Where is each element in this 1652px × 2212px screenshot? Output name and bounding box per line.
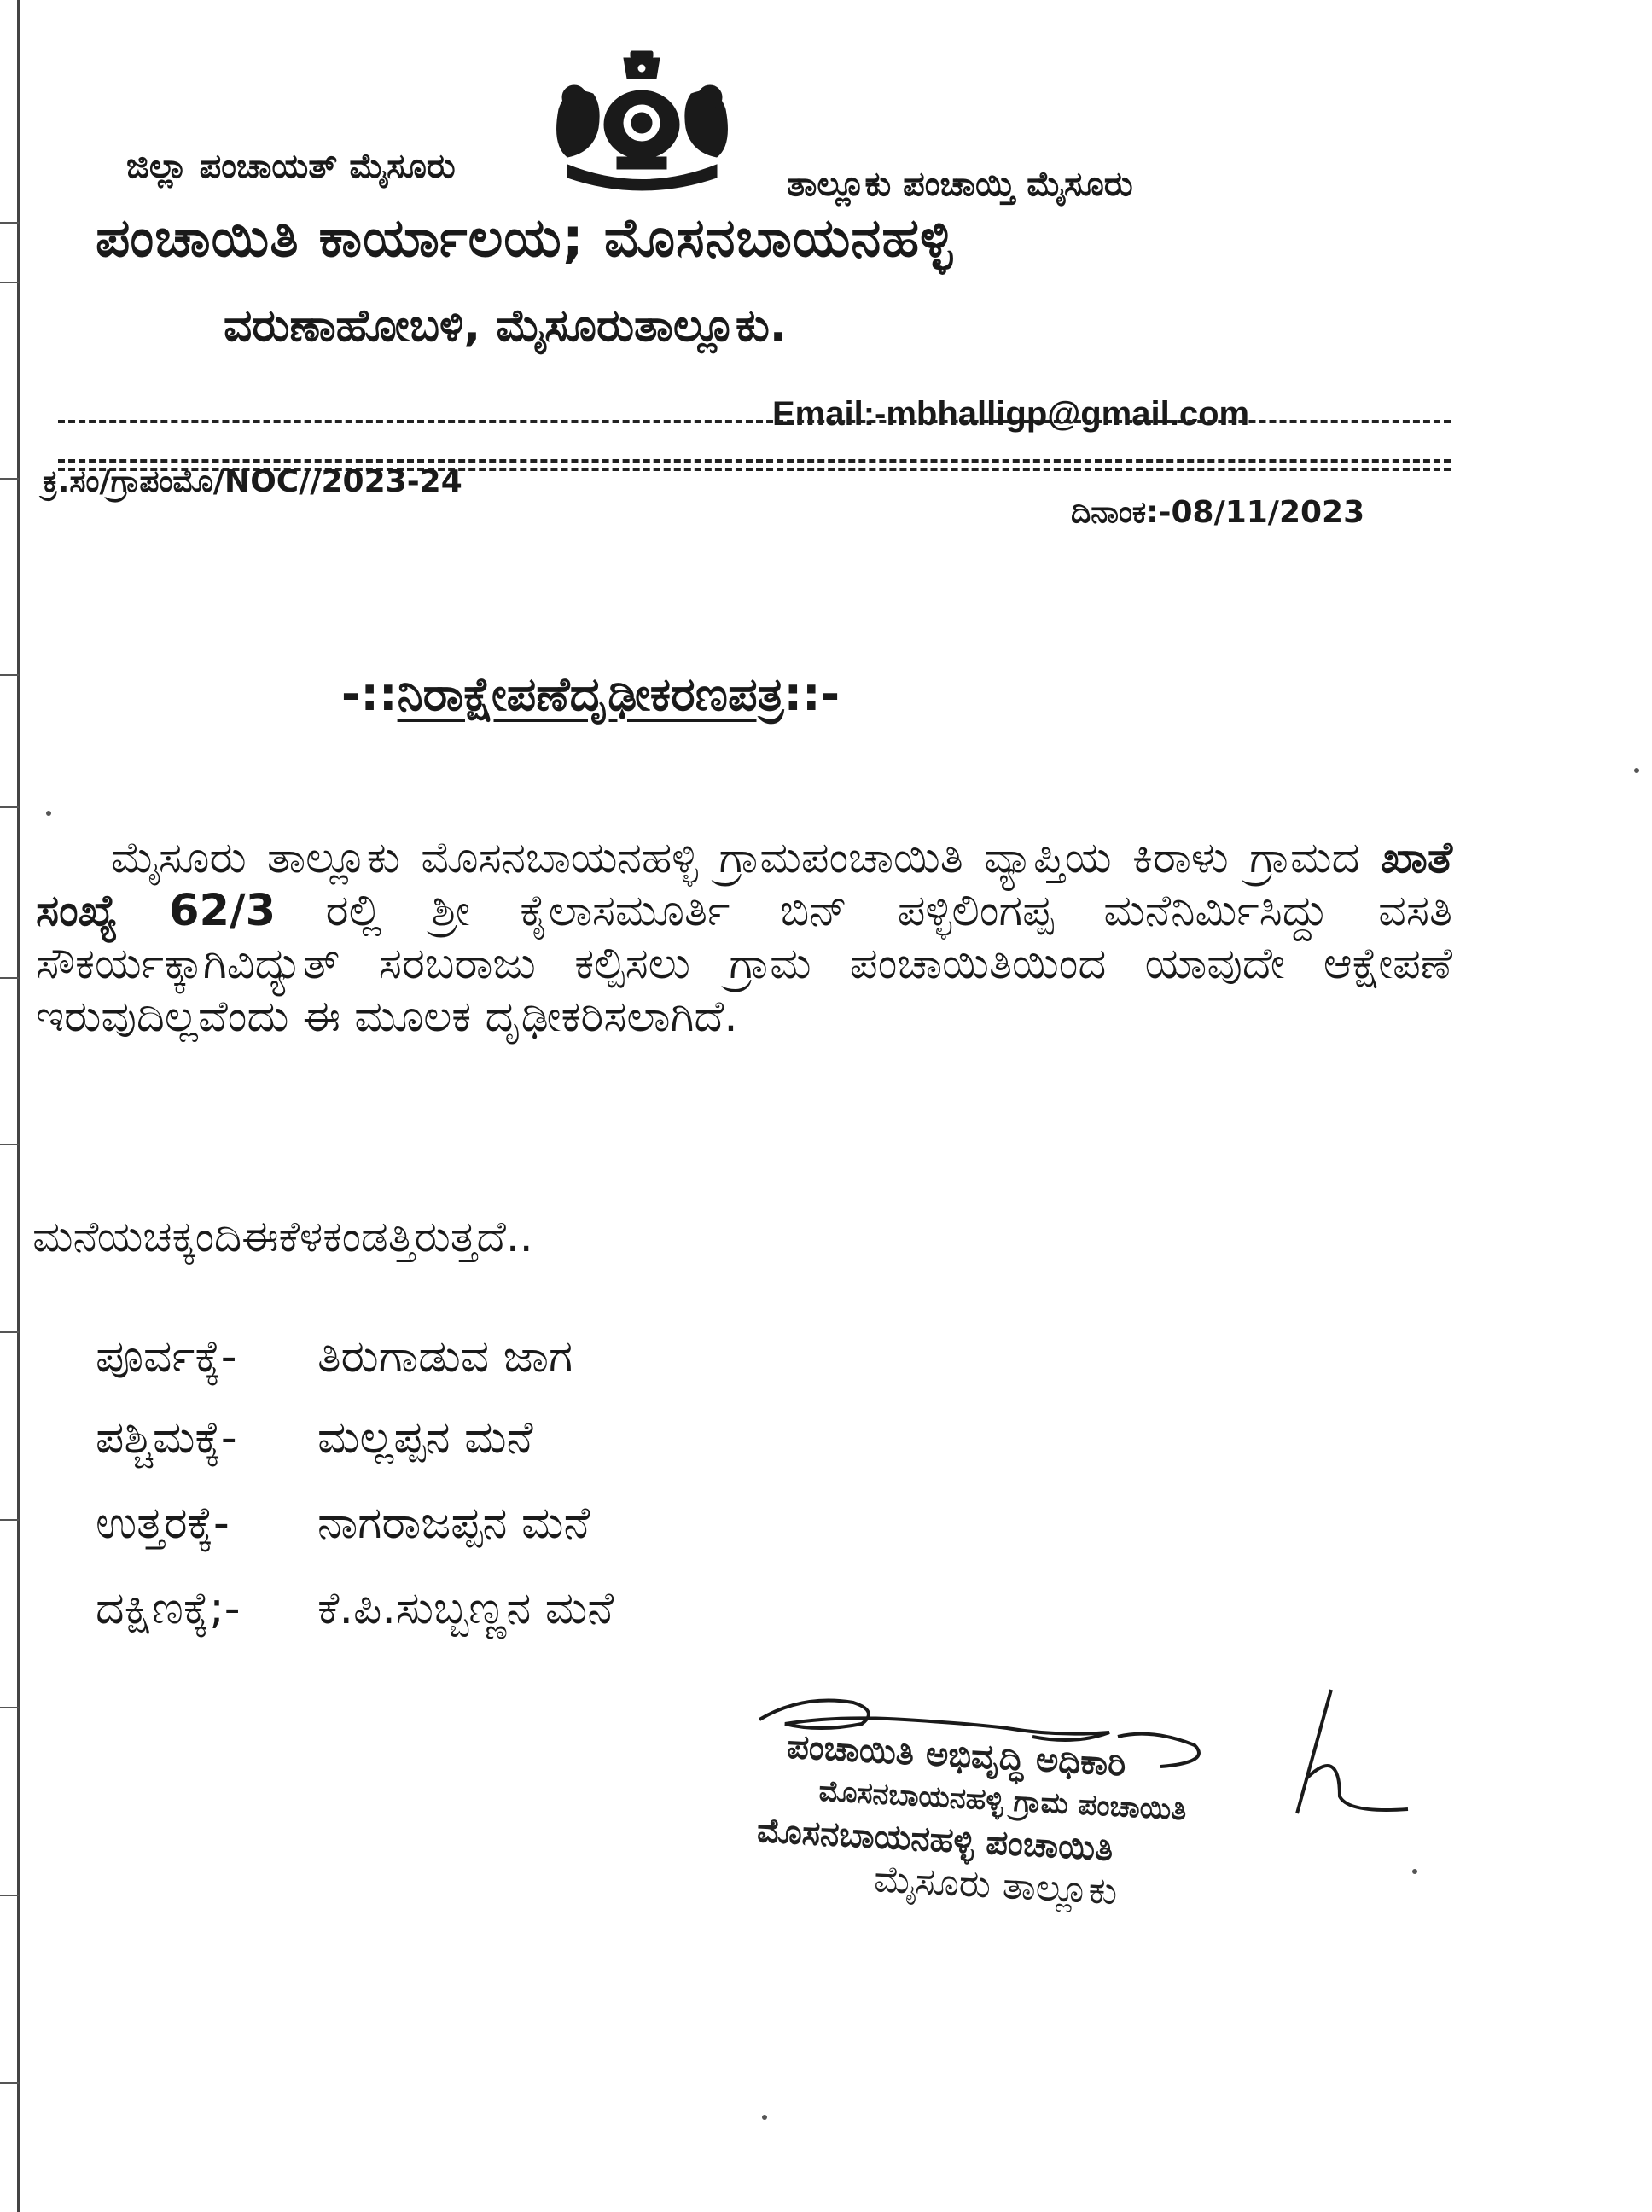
boundary-row-west xyxy=(96,1412,533,1464)
binding-tick xyxy=(0,1331,19,1333)
boundaries-intro: ಮನೆಯಚಕ್ಕಂದಿಈಕೆಳಕಂಡತ್ತಿರುತ್ತದೆ.. xyxy=(32,1212,533,1261)
scan-speck xyxy=(1412,1869,1417,1874)
officer-seal xyxy=(753,1724,1410,1929)
scan-speck xyxy=(1634,768,1639,773)
document-date: ದಿನಾಂಕ:-08/11/2023 xyxy=(1071,495,1365,530)
header-divider xyxy=(58,420,1451,423)
district-panchayat-label: ಜಿಲ್ಲಾ ಪಂಚಾಯತ್ ಮೈಸೂರು xyxy=(126,147,456,186)
body-text-part2: ರಲ್ಲಿ ಶ್ರೀ ಕೈಲಾಸಮೂರ್ತಿ ಬಿನ್ ಪಳ್ಳಿಲಿಂಗಪ್ಪ ಮನೆನಿರ್ಮಿಸಿದ್ದು ವಸತಿ ಸೌಕರ್ಯಕ್ಕಾಗಿವಿದ್ಯುತ್ ಸರಬರಾಜು ಕಲ್ಪಿಸಲು ಗ್ರಾಮ ಪಂಚಾಯಿತಿಯಿಂದ ಯಾವುದೇ ಆಕ್ಷೇಪಣೆ ಇರುವುದಿಲ್ಲವೆಂದು ಈ ಮೂಲಕ ದೃಢೀಕರಿಸಲಾಗಿದೆ. xyxy=(36,886,1452,1042)
body-text-part1: ಮೈಸೂರು ತಾಲ್ಲೂಕು ಮೊಸನಬಾಯನಹಳ್ಳಿ ಗ್ರಾಮಪಂಚಾಯಿತಿ ವ್ಯಾಪ್ತಿಯ ಕಿರಾಳು ಗ್ರಾಮದ xyxy=(111,833,1381,883)
seal-taluk: ಮೈಸೂರು ತಾಲ್ಲೂಕು xyxy=(873,1857,1119,1914)
binding-tick xyxy=(0,282,19,283)
seal-gram-panchayat: ಮೊಸನಬಾಯನಹಳ್ಳಿ ಗ್ರಾಮ ಪಂಚಾಯಿತಿ xyxy=(817,1773,1188,1828)
document-title xyxy=(341,667,840,722)
boundary-value: ತಿರುಗಾಡುವ ಜಾಗ xyxy=(317,1331,573,1382)
binding-tick xyxy=(0,2082,19,2084)
boundary-direction: ಉತ್ತರಕ್ಕೆ- xyxy=(96,1498,230,1549)
hobli-address: ವರುಣಾಹೋಬಳಿ, ಮೈಸೂರುತಾಲ್ಲೂಕು. xyxy=(224,300,787,352)
binding-tick xyxy=(0,1144,19,1145)
boundary-direction: ಪೂರ್ವಕ್ಕೆ- xyxy=(96,1331,237,1382)
scan-speck xyxy=(46,811,51,816)
karnataka-emblem-icon xyxy=(542,49,742,195)
office-name-heading: ಪಂಚಾಯಿತಿ ಕಾರ್ಯಾಲಯ; ಮೊಸನಬಾಯನಹಳ್ಳಿ xyxy=(96,207,954,269)
noc-body-paragraph xyxy=(36,832,1452,1044)
scan-speck xyxy=(762,2115,767,2120)
binding-tick xyxy=(0,1707,19,1708)
binding-tick xyxy=(0,1895,19,1896)
title-prefix: -:: xyxy=(341,667,398,721)
seal-panchayat: ಮೊಸನಬಾಯನಹಳ್ಳಿ ಪಂಚಾಯಿತಿ xyxy=(756,1811,1114,1869)
seal-designation: ಪಂಚಾಯಿತಿ ಅಭಿವೃದ್ಧಿ ಅಧಿಕಾರಿ xyxy=(786,1726,1127,1784)
binding-edge xyxy=(17,0,20,2212)
boundary-row-south xyxy=(96,1583,614,1635)
boundary-row-east xyxy=(96,1331,573,1383)
boundary-direction: ಪಶ್ಚಿಮಕ್ಕೆ- xyxy=(96,1412,237,1464)
reference-number: ಕ್ರ.ಸಂ/ಗ್ರಾಪಂಮೊ/NOC//2023-24 xyxy=(43,464,462,499)
binding-tick xyxy=(0,977,19,979)
boundary-value: ನಾಗರಾಜಪ್ಪನ ಮನೆ xyxy=(317,1498,590,1549)
title-text: ನಿರಾಕ್ಷೇಪಣೆದೃಢೀಕರಣಪತ್ರ xyxy=(397,667,784,721)
binding-tick xyxy=(0,674,19,676)
office-email: Email:-mbhalligp@gmail.com xyxy=(772,395,1250,433)
taluk-panchayat-label: ತಾಲ್ಲೂಕು ಪಂಚಾಯ್ತಿ ಮೈಸೂರು xyxy=(787,165,1133,204)
binding-tick xyxy=(0,222,19,224)
title-suffix: ::- xyxy=(783,667,841,721)
boundary-direction: ದಕ್ಷಿಣಕ್ಕೆ;- xyxy=(96,1583,241,1634)
binding-tick xyxy=(0,478,19,480)
binding-tick xyxy=(0,806,19,808)
boundary-value: ಮಲ್ಲಪ್ಪನ ಮನೆ xyxy=(317,1412,533,1464)
boundary-value: ಕೆ.ಪಿ.ಸುಬ್ಬಣ್ಣನ ಮನೆ xyxy=(317,1583,614,1634)
khata-number-highlight: ಖಾತೆ ಸಂಖ್ಯೆ 62/3 xyxy=(36,833,1452,936)
binding-tick xyxy=(0,1519,19,1521)
boundary-row-north xyxy=(96,1498,590,1550)
